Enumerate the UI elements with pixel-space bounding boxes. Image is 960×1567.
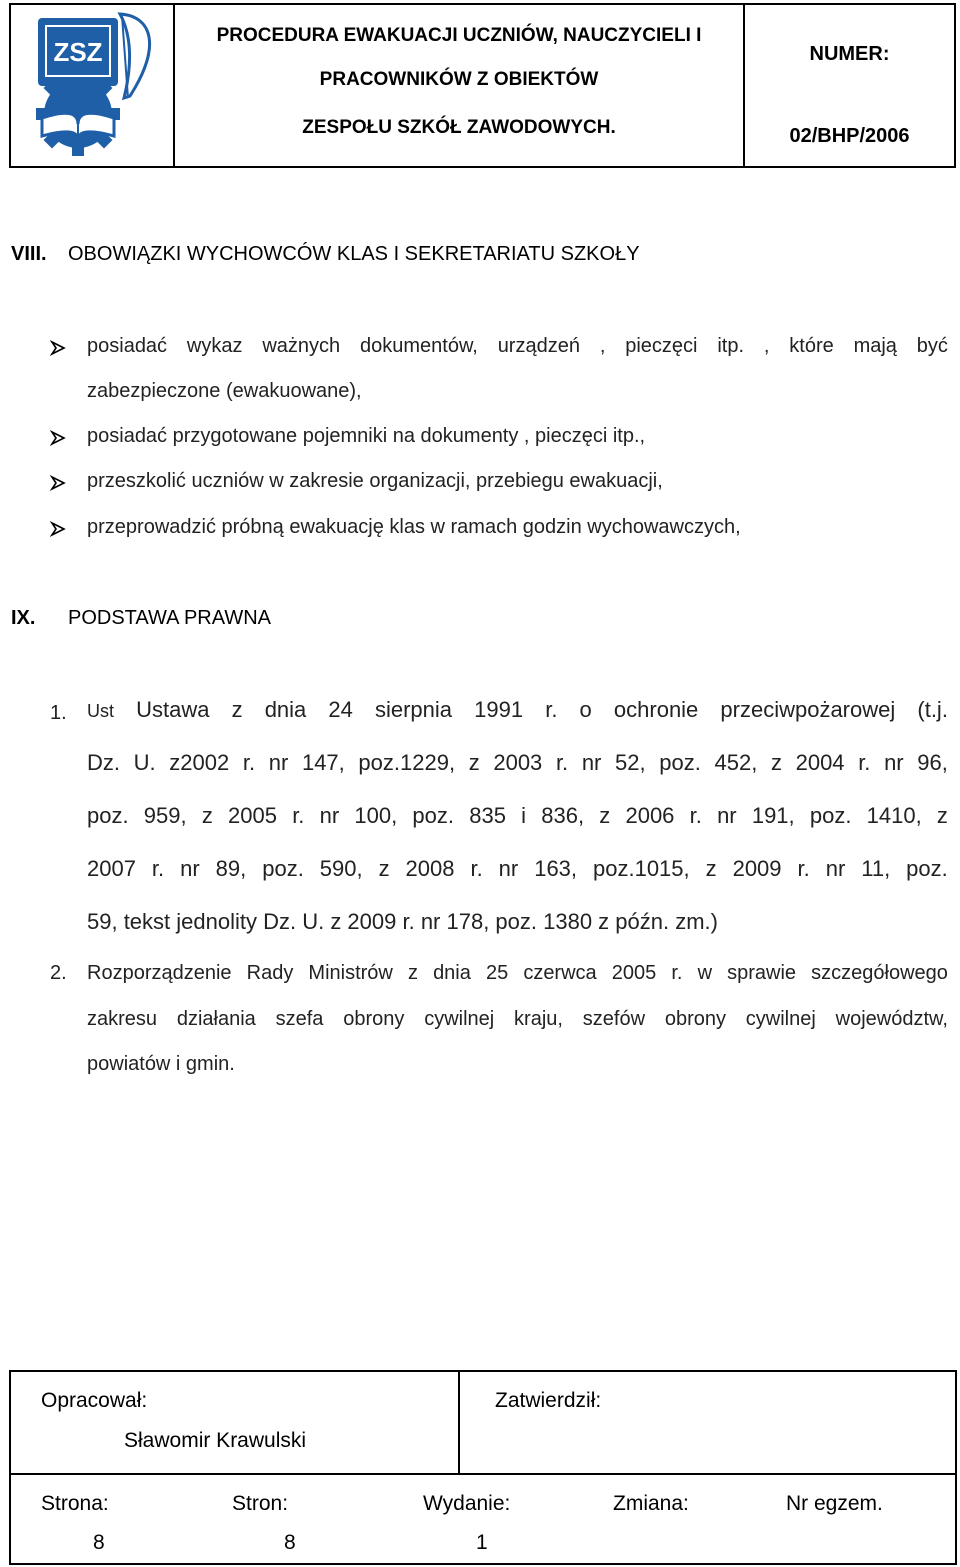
- word: r.: [858, 750, 871, 775]
- word: 2006: [625, 803, 675, 828]
- word: 191,: [751, 803, 795, 828]
- word: poz.1015,: [593, 856, 690, 881]
- word: 959,: [143, 803, 187, 828]
- word: zakresu: [87, 1008, 158, 1030]
- legal-item-1-line2: [87, 750, 948, 776]
- arrow-bullet-icon: [50, 521, 66, 537]
- section-8-title: OBOWIĄZKI WYCHOWCÓW KLAS I SEKRETARIATU SZKOŁY: [68, 243, 640, 265]
- word: 11,: [861, 856, 891, 881]
- word: nr: [180, 856, 200, 881]
- word: 52,: [615, 750, 646, 775]
- word: 147,: [301, 750, 345, 775]
- word: 1991: [474, 697, 524, 722]
- word: dnia: [264, 697, 307, 722]
- word: poz.: [412, 803, 455, 828]
- word: nr: [581, 750, 602, 775]
- word: 89,: [215, 856, 247, 881]
- word: szefów: [582, 1008, 646, 1030]
- word: Rozporządzenie: [87, 962, 232, 984]
- word: pieczęci: [625, 335, 698, 357]
- word: nr: [319, 803, 340, 828]
- legal-item-2-line3: powiatów i gmin.: [87, 1053, 235, 1075]
- word: z: [231, 697, 243, 722]
- word: ważnych: [262, 335, 341, 357]
- procedure-title-line1: PROCEDURA EWAKUACJI UCZNIÓW, NAUCZYCIELI I: [216, 25, 702, 46]
- word: poz.: [906, 856, 948, 881]
- word: z2002: [169, 750, 230, 775]
- word: 590,: [319, 856, 363, 881]
- school-logo-icon: [12, 6, 172, 166]
- word: 2007: [87, 856, 136, 881]
- word: itp.: [717, 335, 745, 357]
- word: 163,: [534, 856, 578, 881]
- word: które: [789, 335, 834, 357]
- word: nr: [717, 803, 737, 828]
- word: 100,: [354, 803, 398, 828]
- svg-text:ZSZ: ZSZ: [53, 37, 103, 67]
- prefix-text: Ust: [87, 701, 114, 721]
- word: r.: [689, 803, 702, 828]
- word: z: [599, 803, 611, 828]
- word: sprawie: [727, 962, 797, 984]
- approved-by-label: Zatwierdził:: [495, 1389, 602, 1412]
- section-8-item-1-line2: zabezpieczone (ewakuowane),: [87, 380, 362, 402]
- word: mają: [853, 335, 897, 357]
- legal-item-2-line1: [87, 962, 948, 985]
- section-8-item-3: przeszkolić uczniów w zakresie organizacji, przebiegu ewakuacji,: [87, 470, 663, 492]
- word: o: [579, 697, 592, 722]
- word: 24: [328, 697, 353, 722]
- word: nr: [825, 856, 846, 881]
- document-header: [9, 3, 956, 168]
- word: szefa: [275, 1008, 324, 1030]
- word: ,: [763, 335, 770, 357]
- section-8-item-2: posiadać przygotowane pojemniki na dokumenty , pieczęci itp.,: [87, 425, 646, 447]
- word: 2005: [611, 962, 657, 984]
- section-9-number: IX.: [11, 607, 36, 629]
- section-8-item-1-line1: [87, 335, 948, 358]
- word: r.: [671, 962, 683, 984]
- document-number-value: 02/BHP/2006: [789, 125, 910, 147]
- word: z: [201, 803, 213, 828]
- word: 2003: [493, 750, 543, 775]
- word: 96,: [917, 750, 948, 775]
- document-number-label: NUMER:: [809, 43, 890, 65]
- word: U.: [133, 750, 156, 775]
- word: poz.1229,: [358, 750, 456, 775]
- word: ochronie: [613, 697, 699, 722]
- word: ,: [599, 335, 606, 357]
- word: nr: [498, 856, 519, 881]
- word: 2004: [795, 750, 845, 775]
- word: 2009: [732, 856, 782, 881]
- legal-item-1-number: 1.: [50, 702, 67, 724]
- edition-label: Wydanie:: [423, 1492, 511, 1515]
- word: województw,: [835, 1008, 948, 1030]
- word: sierpnia: [374, 697, 453, 722]
- word: r.: [545, 697, 558, 722]
- copy-number-label: Nr egzem.: [786, 1492, 883, 1515]
- word: działania: [176, 1008, 256, 1030]
- legal-item-1-line1: [87, 697, 948, 723]
- word: z: [407, 962, 418, 984]
- section-9-title: PODSTAWA PRAWNA: [68, 607, 271, 629]
- procedure-title-line3: ZESPOŁU SZKÓŁ ZAWODOWYCH.: [302, 117, 616, 138]
- procedure-title-cell: [175, 5, 745, 166]
- word: poz.: [809, 803, 852, 828]
- page-label: Strona:: [41, 1492, 109, 1515]
- word: z: [378, 856, 390, 881]
- word: (t.j.: [917, 697, 948, 722]
- word: z: [770, 750, 782, 775]
- legal-item-2-line2: [87, 1008, 948, 1031]
- word: poz.: [659, 750, 701, 775]
- legal-item-2-number: 2.: [50, 962, 67, 984]
- word: dokumentów,: [359, 335, 478, 357]
- word: 836,: [541, 803, 585, 828]
- word: 452,: [714, 750, 758, 775]
- section-8-item-4: przeprowadzić próbną ewakuację klas w ramach godzin wychowawczych,: [87, 516, 741, 538]
- arrow-bullet-icon: [50, 340, 66, 356]
- word: z: [705, 856, 717, 881]
- word: być: [916, 335, 948, 357]
- legal-item-1-line5: 59, tekst jednolity Dz. U. z 2009 r. nr 178, poz. 1380 z późn. zm.): [87, 909, 718, 934]
- word: r.: [797, 856, 810, 881]
- logo-cell: [11, 5, 175, 166]
- arrow-bullet-icon: [50, 475, 66, 491]
- word: cywilnej: [424, 1008, 495, 1030]
- word: w: [697, 962, 713, 984]
- word: nr: [268, 750, 289, 775]
- document-footer: [9, 1370, 957, 1565]
- footer-signatures-row: [11, 1372, 955, 1475]
- word: i: [521, 803, 527, 828]
- pages-label: Stron:: [232, 1492, 289, 1515]
- word: kraju,: [514, 1008, 563, 1030]
- word: 2008: [405, 856, 455, 881]
- word: Dz.: [87, 750, 120, 775]
- word: r.: [242, 750, 256, 775]
- legal-item-1-line3: [87, 803, 948, 829]
- word: wykaz: [186, 335, 243, 357]
- word: z: [936, 803, 948, 828]
- word: szczegółowego: [811, 962, 948, 984]
- word: 25: [485, 962, 509, 984]
- word: cywilnej: [745, 1008, 816, 1030]
- word: nr: [884, 750, 904, 775]
- document-number-cell: [745, 5, 954, 166]
- procedure-title-line2: PRACOWNIKÓW Z OBIEKTÓW: [319, 69, 599, 90]
- arrow-bullet-icon: [50, 430, 66, 446]
- word: z: [468, 750, 480, 775]
- word: obrony: [343, 1008, 405, 1030]
- footer-divider: [458, 1372, 460, 1473]
- word: r.: [151, 856, 165, 881]
- word: Rady: [246, 962, 294, 984]
- word: r.: [470, 856, 483, 881]
- section-9-heading: [11, 607, 271, 630]
- edition-value: 1: [476, 1531, 488, 1554]
- word: dnia: [433, 962, 471, 984]
- word: przeciwpożarowej: [720, 697, 896, 722]
- word: Ustawa: [136, 697, 210, 722]
- word: r.: [292, 803, 305, 828]
- word: r.: [555, 750, 569, 775]
- word: obrony: [664, 1008, 726, 1030]
- word: poz.: [262, 856, 304, 881]
- section-8-heading: [11, 243, 640, 266]
- word: urządzeń: [497, 335, 580, 357]
- prepared-by-name: Sławomir Krawulski: [124, 1429, 307, 1452]
- word: 835: [469, 803, 506, 828]
- word: posiadać: [87, 335, 168, 357]
- prepared-by-label: Opracował:: [41, 1389, 148, 1412]
- section-8-number: VIII.: [11, 243, 47, 265]
- word: poz.: [87, 803, 129, 828]
- word: czerwca: [523, 962, 597, 984]
- word: 2005: [228, 803, 277, 828]
- legal-item-1-line4: [87, 856, 948, 882]
- word: 1410,: [866, 803, 922, 828]
- page-value: 8: [93, 1531, 105, 1554]
- pages-value: 8: [284, 1531, 296, 1554]
- word: Ministrów: [308, 962, 393, 984]
- change-label: Zmiana:: [613, 1492, 689, 1515]
